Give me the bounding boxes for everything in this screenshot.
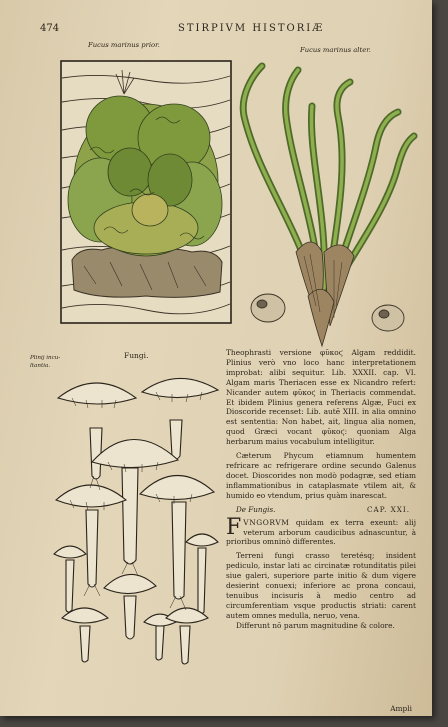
chapter-heading — [226, 505, 416, 514]
paragraph-fungorum — [226, 514, 416, 548]
smallcaps-word: VNGORVM — [243, 517, 290, 527]
chapter-number: CAP. XXI. — [367, 504, 410, 514]
caption-fucus-alter: Fucus marinus alter. — [300, 46, 371, 54]
drop-cap: F — [226, 514, 242, 540]
paragraph-fungorum-rest: quidam ex terra exeunt: alij veterum arborum caudicibus adnascuntur, à prioribus omninò differentes. — [226, 517, 416, 547]
paragraph-algae: Theophrasti versione φῦκοϛ Algam reddidit. Plinius verò vno loco hanc interpretationem improbat: alibi sequitur. Lib. XXXII. cap. VI. Algam maris Theriacen esse ex Nicandro refert: Nicander autem φῦκοϛ in Theriacis commendat. Et ibidem Plinius genera referens Algæ, Fuci ex Dioscoride recenset: Lib. autē XIII. in alia omnino est sententia: Non habet, ait, lingua alia nomen, quod Græci vocant φῦκοϛ: quoniam Alga herbarum maius vocabulum intelligitur. — [226, 348, 416, 447]
paragraph-differunt: Differunt nō parum magnitudine & colore. — [236, 620, 395, 630]
running-head: STIRPIVM HISTORIÆ — [178, 23, 325, 34]
fucus-alter-illustration — [238, 56, 420, 348]
paragraph-phycum: Cæterum Phycum etiamnum humentem refricare ac refrigerare ordine secundo Galenus docet. Dioscorides non modò podagræ, sed etiam inflammationibus in cataplasmate vtilem ait, & humido eo vtendum, prius quàm inarescat. — [226, 451, 416, 500]
fucus-prior-illustration — [60, 60, 232, 324]
caption-fungi: Fungi. — [124, 351, 149, 360]
catchword: Ampli — [390, 704, 412, 713]
chapter-title: De Fungis. — [236, 504, 276, 514]
caption-fucus-prior: Fucus marinus prior. — [88, 41, 160, 49]
fungi-illustration — [52, 364, 224, 670]
page-number: 474 — [40, 23, 60, 34]
text-column — [226, 348, 416, 631]
margin-note: Plinij incu- ltantia. — [30, 355, 61, 369]
paragraph-terreni: Terreni fungi crasso teretésq; insident pediculo, instar lati ac circinatæ rotunditatis pilei siue galeri, superiore parte initio & dum vigere desierint conuexi; inferiore ac prona concaui, tenuibus incisuris à medio centro ad circumferentiam vsque productis striati: carent autem omnes medulla, neruo, vena. — [226, 551, 416, 620]
